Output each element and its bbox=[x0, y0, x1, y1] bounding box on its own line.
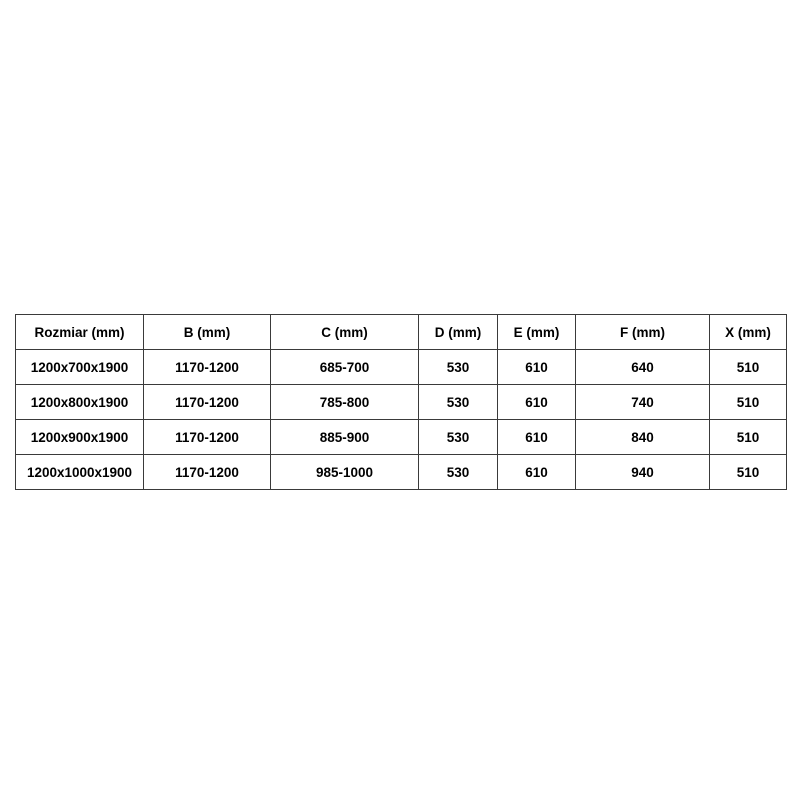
cell-c: 785-800 bbox=[271, 385, 419, 420]
cell-rozmiar: 1200x900x1900 bbox=[16, 420, 144, 455]
table-row bbox=[16, 455, 787, 490]
cell-x: 510 bbox=[710, 455, 787, 490]
cell-f: 940 bbox=[576, 455, 710, 490]
cell-x: 510 bbox=[710, 385, 787, 420]
column-header-d: D (mm) bbox=[419, 315, 498, 350]
cell-d: 530 bbox=[419, 455, 498, 490]
cell-c: 885-900 bbox=[271, 420, 419, 455]
cell-b: 1170-1200 bbox=[144, 455, 271, 490]
cell-c: 685-700 bbox=[271, 350, 419, 385]
cell-e: 610 bbox=[498, 385, 576, 420]
specification-table bbox=[15, 314, 787, 490]
cell-f: 840 bbox=[576, 420, 710, 455]
column-header-f: F (mm) bbox=[576, 315, 710, 350]
cell-f: 640 bbox=[576, 350, 710, 385]
cell-x: 510 bbox=[710, 350, 787, 385]
cell-d: 530 bbox=[419, 350, 498, 385]
column-header-c: C (mm) bbox=[271, 315, 419, 350]
cell-e: 610 bbox=[498, 350, 576, 385]
table-body bbox=[16, 350, 787, 490]
cell-e: 610 bbox=[498, 420, 576, 455]
table-row bbox=[16, 350, 787, 385]
cell-c: 985-1000 bbox=[271, 455, 419, 490]
cell-x: 510 bbox=[710, 420, 787, 455]
table-header-row bbox=[16, 315, 787, 350]
cell-rozmiar: 1200x800x1900 bbox=[16, 385, 144, 420]
table-header bbox=[16, 315, 787, 350]
cell-d: 530 bbox=[419, 420, 498, 455]
cell-b: 1170-1200 bbox=[144, 420, 271, 455]
cell-f: 740 bbox=[576, 385, 710, 420]
column-header-x: X (mm) bbox=[710, 315, 787, 350]
column-header-rozmiar: Rozmiar (mm) bbox=[16, 315, 144, 350]
cell-b: 1170-1200 bbox=[144, 350, 271, 385]
column-header-b: B (mm) bbox=[144, 315, 271, 350]
table-row bbox=[16, 420, 787, 455]
column-header-e: E (mm) bbox=[498, 315, 576, 350]
specification-table-container bbox=[15, 314, 786, 490]
cell-b: 1170-1200 bbox=[144, 385, 271, 420]
cell-rozmiar: 1200x700x1900 bbox=[16, 350, 144, 385]
cell-rozmiar: 1200x1000x1900 bbox=[16, 455, 144, 490]
table-row bbox=[16, 385, 787, 420]
cell-d: 530 bbox=[419, 385, 498, 420]
cell-e: 610 bbox=[498, 455, 576, 490]
